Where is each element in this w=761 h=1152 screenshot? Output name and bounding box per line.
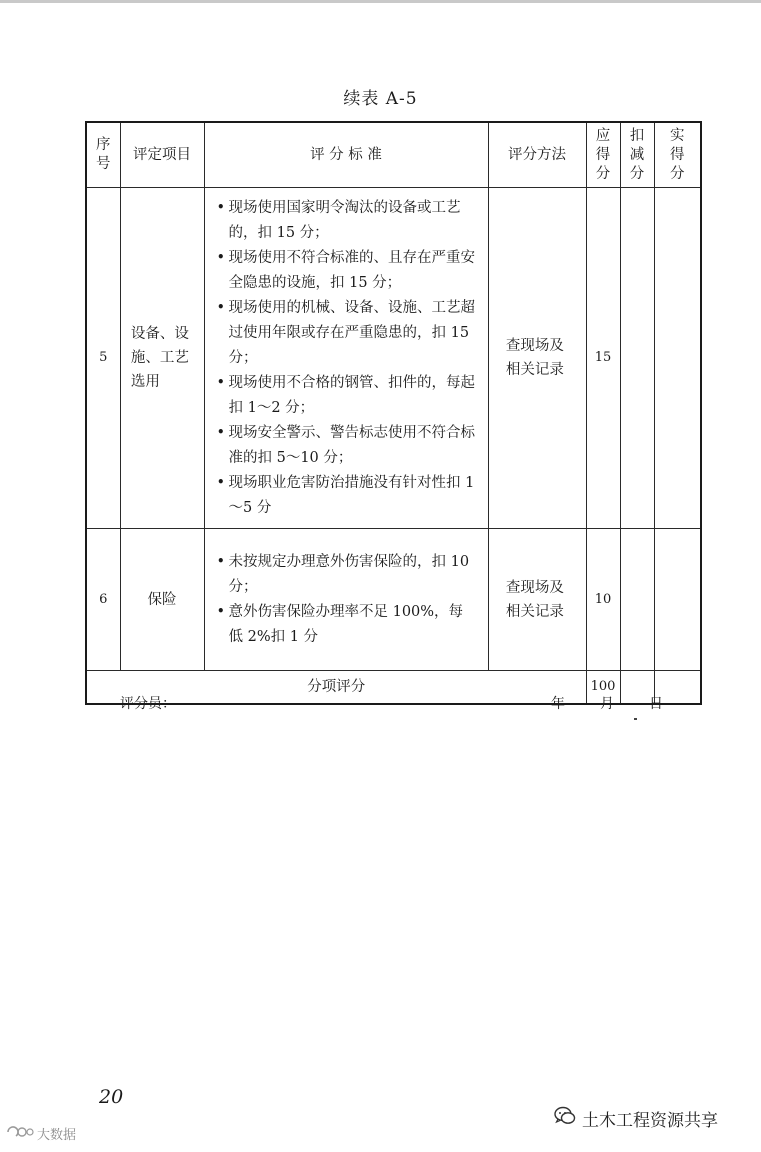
row-deduct-score bbox=[620, 529, 654, 671]
watermark-right-text: 土木工程资源共享 bbox=[582, 1111, 718, 1131]
stray-mark bbox=[634, 718, 637, 720]
row-method: 查现场及相关记录 bbox=[488, 188, 586, 529]
criteria-item: • 现场使用的机械、设备、设施、工艺超过使用年限或存在严重隐患的，扣 15 分； bbox=[217, 296, 478, 371]
watermark-left-text: 大数据 bbox=[37, 1128, 77, 1143]
row-deduct-score bbox=[620, 188, 654, 529]
wechat-icon bbox=[554, 1106, 576, 1131]
header-criteria: 评 分 标 准 bbox=[204, 122, 488, 188]
date-day: 日 bbox=[649, 696, 663, 712]
row-seq: 5 bbox=[86, 188, 120, 529]
row-actual-score bbox=[654, 529, 701, 671]
row-due-score: 15 bbox=[586, 188, 620, 529]
row-item: 设备、设施、工艺选用 bbox=[120, 188, 204, 529]
header-deduct: 扣减分 bbox=[620, 122, 654, 188]
row-criteria bbox=[204, 188, 488, 529]
summary-due-score: 100 bbox=[586, 671, 620, 705]
table-row bbox=[86, 529, 701, 671]
row-criteria bbox=[204, 529, 488, 671]
header-method: 评分方法 bbox=[488, 122, 586, 188]
date-year: 年 bbox=[551, 696, 565, 712]
row-seq: 6 bbox=[86, 529, 120, 671]
criteria-item: • 现场安全警示、警告标志使用不符合标准的扣 5～10 分； bbox=[217, 421, 478, 471]
page-number: 20 bbox=[99, 1086, 124, 1108]
scan-top-edge bbox=[0, 0, 761, 3]
scoring-table bbox=[85, 121, 702, 705]
date-month: 月 bbox=[600, 696, 614, 712]
header-row bbox=[86, 122, 701, 188]
criteria-item: • 现场使用不符合标准的、且存在严重安全隐患的设施，扣 15 分； bbox=[217, 246, 478, 296]
table-row bbox=[86, 188, 701, 529]
date-line bbox=[551, 693, 663, 713]
criteria-item: • 现场使用国家明令淘汰的设备或工艺的，扣 15 分； bbox=[217, 196, 478, 246]
criteria-item: • 现场使用不合格的钢管、扣件的，每起扣 1～2 分； bbox=[217, 371, 478, 421]
row-due-score: 10 bbox=[586, 529, 620, 671]
watermark-left bbox=[5, 1124, 76, 1143]
criteria-item: • 意外伤害保险办理率不足 100%，每低 2%扣 1 分 bbox=[217, 600, 478, 650]
header-actual: 实得分 bbox=[654, 122, 701, 188]
row-method: 查现场及相关记录 bbox=[488, 529, 586, 671]
watermark-right bbox=[554, 1106, 718, 1131]
criteria-item: • 现场职业危害防治措施没有针对性扣 1～5 分 bbox=[217, 471, 478, 521]
logo-icon bbox=[5, 1125, 35, 1143]
row-item: 保险 bbox=[120, 529, 204, 671]
row-actual-score bbox=[654, 188, 701, 529]
scorer-label: 评分员： bbox=[120, 696, 176, 712]
header-seq: 序号 bbox=[86, 122, 120, 188]
header-item: 评定项目 bbox=[120, 122, 204, 188]
header-due: 应得分 bbox=[586, 122, 620, 188]
summary-label: 分项评分 bbox=[86, 671, 586, 705]
criteria-item: • 未按规定办理意外伤害保险的，扣 10 分； bbox=[217, 550, 478, 600]
table-title: 续表 A-5 bbox=[343, 89, 418, 109]
